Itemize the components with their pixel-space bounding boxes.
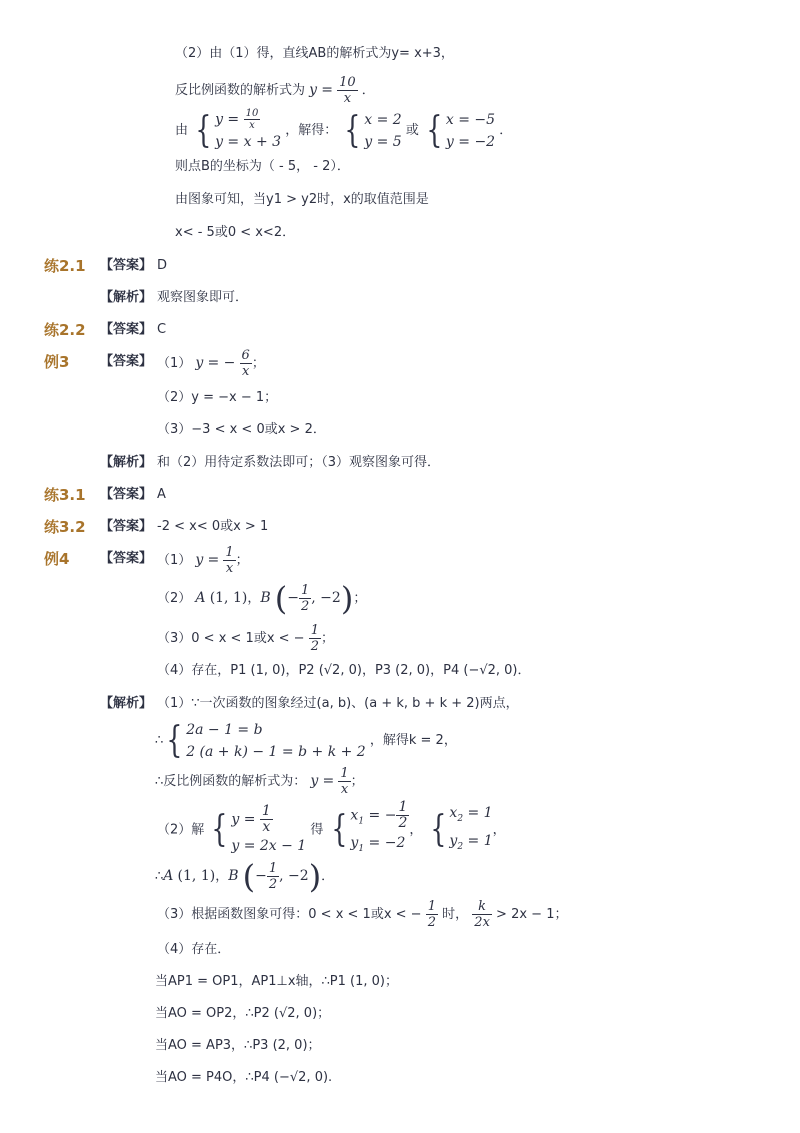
analysis-text: 观察图象即可．	[157, 290, 249, 305]
item-label: 练2.2	[44, 321, 86, 339]
answer-tag: 【答案】	[100, 354, 153, 369]
text-segment: （1）	[157, 553, 192, 568]
text-segment: ∴反比例函数的解析式为：	[155, 774, 307, 789]
answer-text: D	[157, 258, 168, 273]
analysis-line-1: （1）∵一次函数的图象经过(a, b)、(a + k, b + k + 2)两点，	[157, 696, 519, 711]
item-label: 练3.2	[44, 518, 86, 536]
analysis-line-6: （3）根据函数图象可得：0 < x < 1或x < − $\frac{1}{2}$ 时， $\frac{k}{2x}$ > 2x − 1；	[157, 899, 568, 930]
analysis-tag: 【解析】	[100, 696, 153, 711]
analysis-tag: 【解析】	[100, 455, 153, 470]
equation-system: 2a − 1 = b 2 (a + k) − 1 = b + k + 2	[186, 721, 366, 760]
solution-1: x = 2 y = 5	[364, 111, 402, 150]
analysis-text: 和（2）用待定系数法即可；（3）观察图象可得．	[157, 455, 441, 470]
analysis-tag: 【解析】	[100, 290, 153, 305]
answer-tag: 【答案】	[100, 322, 153, 337]
analysis-line-7: （4）存在．	[157, 942, 231, 957]
answer-line-1: （1） y = − $\frac{6}{x}$ ；	[157, 348, 265, 379]
fraction: $\frac{10}{x}$	[339, 75, 356, 106]
answer-tag: 【答案】	[100, 487, 153, 502]
line-point-b: 则点B的坐标为（ - 5， - 2）．	[175, 159, 350, 174]
analysis-line-11: 当AO = P4O，∴P4 (−√2, 0).	[155, 1070, 333, 1085]
text-segment: （1）	[157, 356, 192, 371]
item-label: 例4	[44, 550, 70, 568]
line-range: x< - 5或0 < x<2．	[175, 225, 296, 240]
analysis-line-8: 当AP1 = OP1，AP1⊥x轴，∴P1 (1, 0)；	[155, 974, 398, 989]
answer-tag: 【答案】	[100, 519, 153, 534]
text-segment: 或	[405, 123, 419, 138]
text-segment: 反比例函数的解析式为	[175, 83, 306, 98]
answer-line-4: （4）存在，P1 (1, 0)，P2 (√2, 0)，P3 (2, 0)，P4 (−√2, 0)．	[157, 663, 531, 678]
analysis-line-9: 当AO = OP2，∴P2 (√2, 0)；	[155, 1006, 331, 1021]
analysis-line-2: ∴{ 2a − 1 = b 2 (a + k) − 1 = b + k + 2 ，解得k = 2，	[155, 719, 457, 761]
text-segment: （3）根据函数图象可得：0 < x < 1或x < −	[157, 907, 422, 922]
text-segment: > 2x − 1；	[496, 907, 568, 922]
text-segment: （2）解	[157, 822, 205, 838]
item-label: 练3.1	[44, 486, 86, 504]
equation-system: y = $\frac{1}{x}$ y = 2x − 1	[231, 802, 307, 854]
text-segment: （3）0 < x < 1或x < −	[157, 631, 305, 646]
equation-system: y = $\frac{10}{x}$ y = x + 3	[215, 108, 282, 150]
line-range-intro: 由图象可知，当y1 > y2时，x的取值范围是	[175, 192, 429, 207]
answer-text: C	[157, 322, 167, 337]
solution-2: $x_2 = 1$ $y_2 = 1$	[449, 805, 493, 852]
solution-1: $x_1$ = − $\frac{1}{2}$ $y_1 = -2$	[350, 799, 408, 855]
answer-line-1: （1） y = $\frac{1}{x}$ ；	[157, 545, 249, 576]
text-segment: ，解得k = 2，	[369, 733, 457, 748]
solution-2: x = −5 y = −2	[445, 111, 496, 150]
answer-text: -2 < x< 0或x > 1	[157, 519, 269, 534]
answer-line-2: （2） A (1, 1)，B (− $\frac{1}{2}$ , −2)；	[157, 579, 367, 618]
analysis-line-3: ∴反比例函数的解析式为： y = $\frac{1}{x}$ ；	[155, 766, 364, 797]
text-segment: 由	[175, 123, 189, 138]
answer-line-2: （2）y = −x − 1；	[157, 390, 278, 405]
answer-tag: 【答案】	[100, 551, 153, 566]
item-label: 例3	[44, 353, 70, 371]
answer-line-3: （3）0 < x < 1或x < − $\frac{1}{2}$ ；	[157, 623, 335, 654]
text-segment: ，解得：	[285, 123, 338, 138]
line-inverse-function: 反比例函数的解析式为 y = $\frac{10}{x}$ ．	[175, 75, 375, 106]
answer-tag: 【答案】	[100, 258, 153, 273]
answer-text: A	[157, 487, 166, 502]
line-part2-line: （2）由（1）得，直线AB的解析式为y= x+3，	[175, 46, 454, 61]
analysis-line-4: （2）解 { y = $\frac{1}{x}$ y = 2x − 1 得 { $x_1$ = − $\frac{1}{2}$ $y_1 = -2$ ， { $x_2 = 1$ $y_2 = 1$ ，	[157, 800, 506, 860]
text-segment: （2）	[157, 591, 192, 606]
line-system-solve: 由 { y = $\frac{10}{x}$ y = x + 3 ，解得： { x = 2 y = 5 或 { x = −5 y = −2 ．	[175, 108, 512, 153]
analysis-line-10: 当AO = AP3，∴P3 (2, 0)；	[155, 1038, 321, 1053]
item-label: 练2.1	[44, 257, 86, 275]
text-segment: 得	[310, 822, 324, 838]
text-segment: 时，	[442, 907, 469, 922]
answer-line-3: （3）−3 < x < 0或x > 2．	[157, 422, 326, 437]
analysis-line-5: ∴A (1, 1)，B (− $\frac{1}{2}$ , −2)．	[155, 857, 335, 896]
